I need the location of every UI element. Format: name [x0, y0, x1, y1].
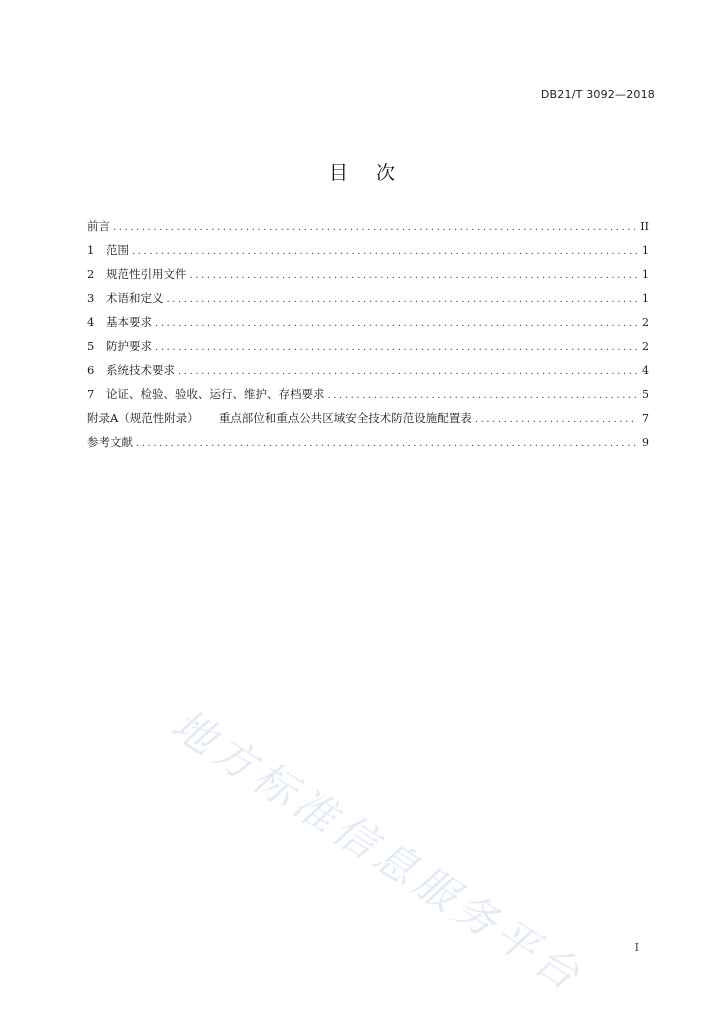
toc-entry-page: 7: [642, 412, 649, 425]
toc-leader-dots: [155, 312, 637, 336]
toc-entry-label: 范围: [106, 243, 129, 257]
toc-entry-label: 术语和定义: [106, 291, 164, 305]
toc-entry-system-technical-requirements[interactable]: [87, 358, 649, 382]
toc-entry-bibliography[interactable]: [87, 430, 649, 454]
toc-entry-page: II: [640, 220, 649, 233]
toc-entry-label: 防护要求: [106, 339, 152, 353]
toc-entry-page: 1: [642, 268, 649, 281]
toc-entry-label: 参考文献: [87, 435, 133, 449]
toc-leader-dots: [155, 336, 637, 360]
toc-entry-page: 1: [642, 292, 649, 305]
toc-leader-dots: [167, 288, 638, 312]
toc-leader-dots: [136, 432, 637, 456]
toc-entry-page: 5: [642, 388, 649, 401]
toc-entry-number: 2: [87, 267, 95, 281]
toc-entry-number: 1: [87, 243, 95, 257]
toc-leader-dots: [132, 240, 637, 264]
toc-entry-page: 2: [642, 316, 649, 329]
toc-entry-label: 系统技术要求: [106, 363, 175, 377]
toc-leader-dots: [190, 264, 638, 288]
toc-title: 目次: [328, 162, 423, 184]
toc-entry-terms-definitions[interactable]: [87, 286, 649, 310]
toc-entry-page: 2: [642, 340, 649, 353]
toc-entry-scope[interactable]: [87, 238, 649, 262]
toc-entry-number: 4: [87, 315, 95, 329]
toc-entry-label: 基本要求: [106, 315, 152, 329]
table-of-contents: [87, 214, 649, 454]
toc-entry-number: 7: [87, 387, 95, 401]
toc-entry-label: 论证、检验、验收、运行、维护、存档要求: [106, 387, 325, 401]
annex-label: 附录A（规范性附录）: [87, 411, 199, 425]
watermark-text: 地方标准信息服务平台: [163, 699, 593, 1003]
toc-entry-label: 规范性引用文件: [106, 267, 187, 281]
toc-leader-dots: [178, 360, 637, 384]
toc-leader-dots: [113, 216, 635, 240]
toc-entry-basic-requirements[interactable]: [87, 310, 649, 334]
toc-entry-foreword[interactable]: [87, 214, 649, 238]
toc-leader-dots: [475, 408, 637, 432]
toc-entry-label: [87, 406, 472, 430]
toc-entry-page: 4: [642, 364, 649, 377]
toc-entry-number: 6: [87, 363, 95, 377]
page-number: I: [634, 941, 639, 954]
toc-entry-number: 3: [87, 291, 95, 305]
toc-entry-number: 5: [87, 339, 95, 353]
toc-entry-verification-requirements[interactable]: [87, 382, 649, 406]
toc-entry-normative-references[interactable]: [87, 262, 649, 286]
toc-entry-page: 9: [642, 436, 649, 449]
annex-title: 重点部位和重点公共区域安全技术防范设施配置表: [218, 411, 472, 425]
toc-leader-dots: [328, 384, 638, 408]
toc-entry-protection-requirements[interactable]: [87, 334, 649, 358]
toc-entry-annex-a[interactable]: [87, 406, 649, 430]
document-code: DB21/T 3092—2018: [540, 88, 655, 101]
toc-entry-label: 前言: [87, 219, 110, 233]
toc-entry-page: 1: [642, 244, 649, 257]
